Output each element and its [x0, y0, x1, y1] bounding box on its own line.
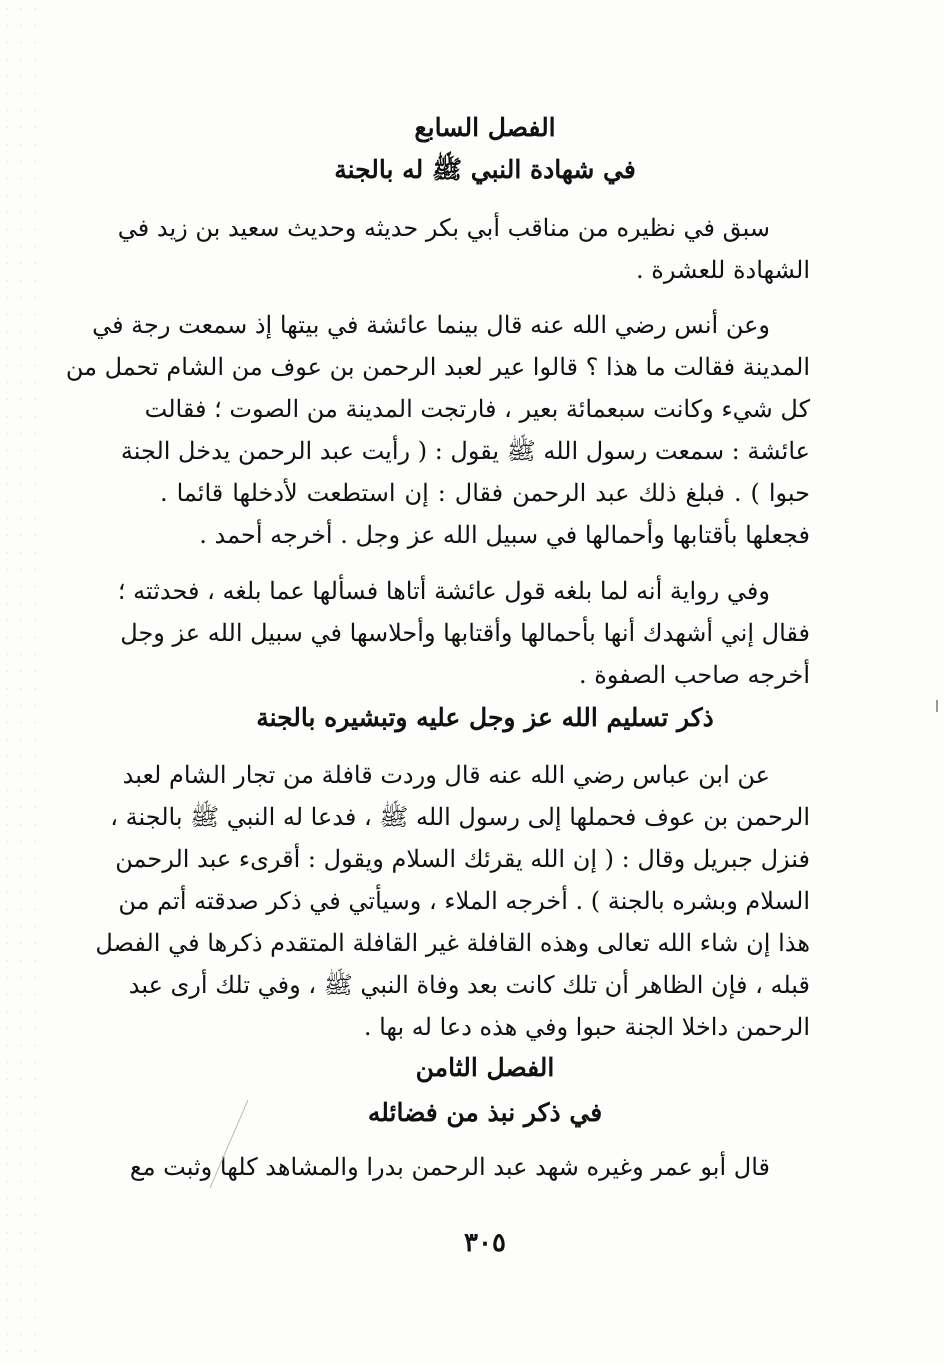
paragraph-line: المدينة فقالت ما هذا ؟ قالوا عير لعبد الرحمن بن عوف من الشام تحمل من	[65, 353, 810, 381]
paragraph-line: حبوا ) . فبلغ ذلك عبد الرحمن فقال : إن استطعت لأدخلها قائما .	[160, 479, 810, 507]
paragraph-line: الشهادة للعشرة .	[636, 256, 810, 284]
margin-mark	[936, 700, 938, 712]
paragraph-line: السلام وبشره بالجنة ) . أخرجه الملاء ، وسيأتي في ذكر صدقته أتم من	[118, 887, 810, 915]
paragraph-line: فقال إني أشهدك أنها بأحمالها وأقتابها وأحلاسها في سبيل الله عز وجل	[120, 619, 810, 647]
paragraph-1	[117, 207, 810, 291]
page-number: ٣٠٥	[464, 1228, 506, 1258]
paragraph-line: فنزل جبريل وقال : ( إن الله يقرئك السلام ويقول : أقرىء عبد الرحمن	[115, 845, 810, 873]
paragraph-line: عن ابن عباس رضي الله عنه قال وردت قافلة من تجار الشام لعبد	[122, 761, 770, 789]
paragraph-3	[117, 570, 810, 696]
section-title: ذكر تسليم الله عز وجل عليه وتبشيره بالجنة	[256, 703, 714, 732]
paragraph-line: قبله ، فإن الظاهر أن تلك كانت بعد وفاة النبي ﷺ ، وفي تلك أرى عبد	[128, 971, 810, 999]
paragraph-line: أخرجه صاحب الصفوة .	[579, 661, 810, 689]
paragraph-line: الرحمن داخلا الجنة حبوا وفي هذه دعا له بها .	[363, 1013, 810, 1041]
chapter7-title: الفصل السابع	[414, 113, 556, 142]
chapter8-title: الفصل الثامن	[415, 1053, 555, 1082]
paragraph-line: قال أبو عمر وغيره شهد عبد الرحمن بدرا والمشاهد كلها وثبت مع	[129, 1153, 770, 1181]
paragraph-line: سبق في نظيره من مناقب أبي بكر حديثه وحديث سعيد بن زيد في	[117, 214, 770, 242]
chapter7-subtitle: في شهادة النبي ﷺ له بالجنة	[334, 155, 636, 184]
paragraph-line: فجعلها بأقتابها وأحمالها في سبيل الله عز وجل . أخرجه أحمد .	[199, 521, 810, 549]
paragraph-line: وعن أنس رضي الله عنه قال بينما عائشة في بيتها إذ سمعت رجة في	[92, 311, 770, 339]
paragraph-line: وفي رواية أنه لما بلغه قول عائشة أتاها فسألها عما بلغه ، فحدثته ؛	[117, 577, 770, 605]
paragraph-2	[65, 304, 810, 556]
paragraph-4	[95, 754, 810, 1048]
paragraph-line: هذا إن شاء الله تعالى وهذه القافلة غير القافلة المتقدم ذكرها في الفصل	[95, 929, 810, 957]
pencil-stroke-mark	[208, 1100, 288, 1190]
paragraph-line: كل شيء وكانت سبعمائة بعير ، فارتجت المدينة من الصوت ؛ فقالت	[144, 395, 810, 423]
paragraph-line: الرحمن بن عوف فحملها إلى رسول الله ﷺ ، فدعا له النبي ﷺ بالجنة ،	[110, 803, 810, 831]
paragraph-line: عائشة : سمعت رسول الله ﷺ يقول : ( رأيت عبد الرحمن يدخل الجنة	[120, 437, 810, 465]
chapter8-subtitle: في ذكر نبذ من فضائله	[367, 1098, 603, 1127]
